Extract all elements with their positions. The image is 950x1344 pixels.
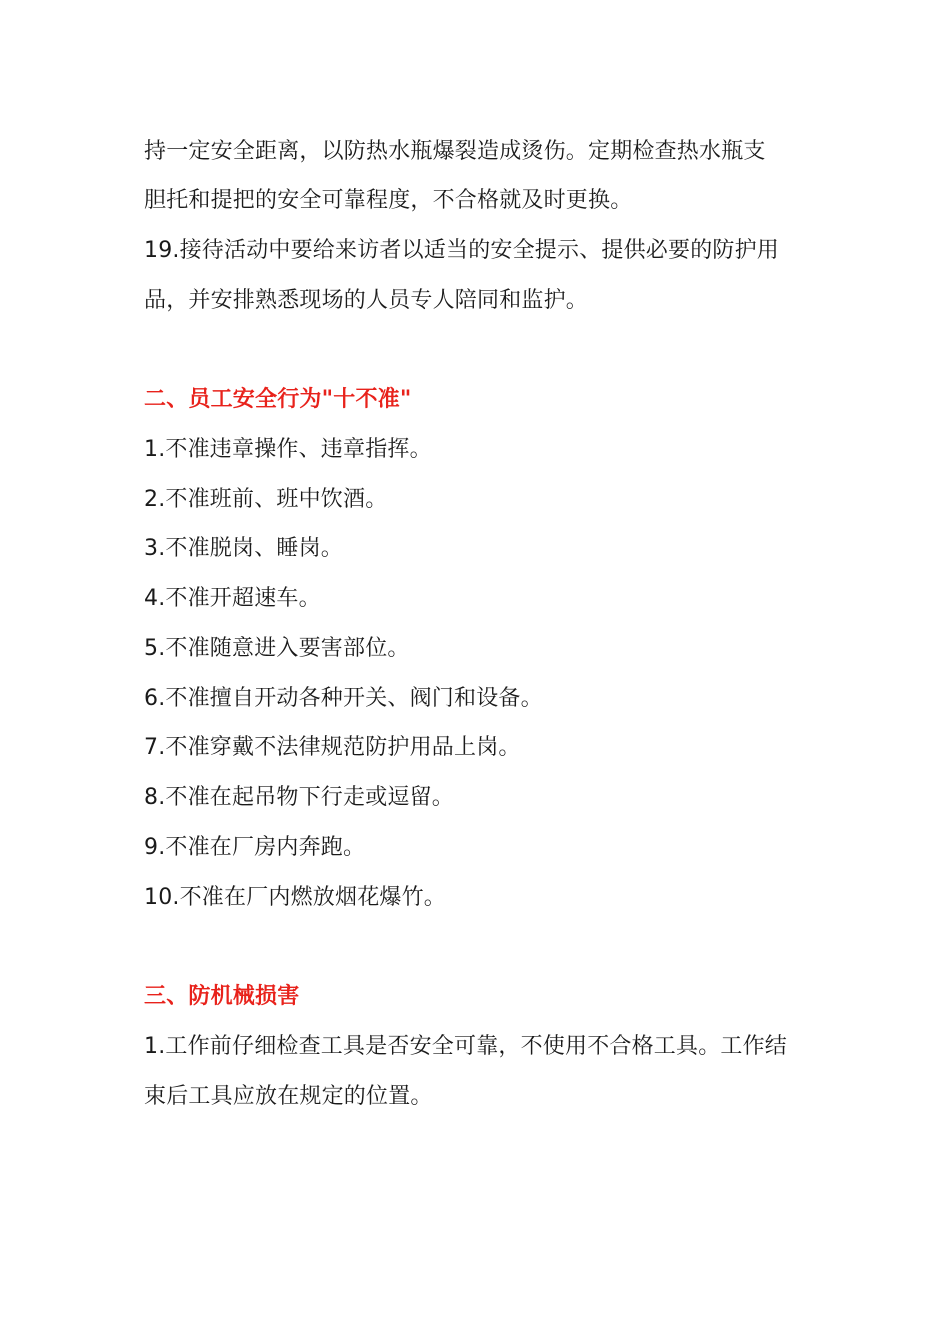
list-item: 4.不准开超速车。	[144, 586, 321, 611]
intro-line: 19.接待活动中要给来访者以适当的安全提示、提供必要的防护用	[144, 238, 779, 263]
list-item: 7.不准穿戴不法律规范防护用品上岗。	[144, 735, 521, 760]
intro-line: 品，并安排熟悉现场的人员专人陪同和监护。	[144, 288, 589, 313]
list-item: 3.不准脱岗、睡岗。	[144, 536, 343, 561]
list-item: 8.不准在起吊物下行走或逗留。	[144, 785, 454, 810]
intro-line: 持一定安全距离，以防热水瓶爆裂造成烫伤。定期检查热水瓶支	[144, 139, 766, 164]
section-heading-mechanical-injury: 三、防机械损害	[144, 984, 300, 1009]
list-item: 1.不准违章操作、违章指挥。	[144, 437, 432, 462]
body-line: 1.工作前仔细检查工具是否安全可靠，不使用不合格工具。工作结	[144, 1034, 787, 1059]
list-item: 6.不准擅自开动各种开关、阀门和设备。	[144, 686, 543, 711]
list-item: 5.不准随意进入要害部位。	[144, 636, 410, 661]
section-heading-ten-prohibitions: 二、员工安全行为"十不准"	[144, 387, 412, 412]
list-item: 2.不准班前、班中饮酒。	[144, 487, 388, 512]
intro-line: 胆托和提把的安全可靠程度，不合格就及时更换。	[144, 188, 633, 213]
body-line: 束后工具应放在规定的位置。	[144, 1084, 433, 1109]
list-item: 9.不准在厂房内奔跑。	[144, 835, 366, 860]
list-item: 10.不准在厂内燃放烟花爆竹。	[144, 885, 446, 910]
